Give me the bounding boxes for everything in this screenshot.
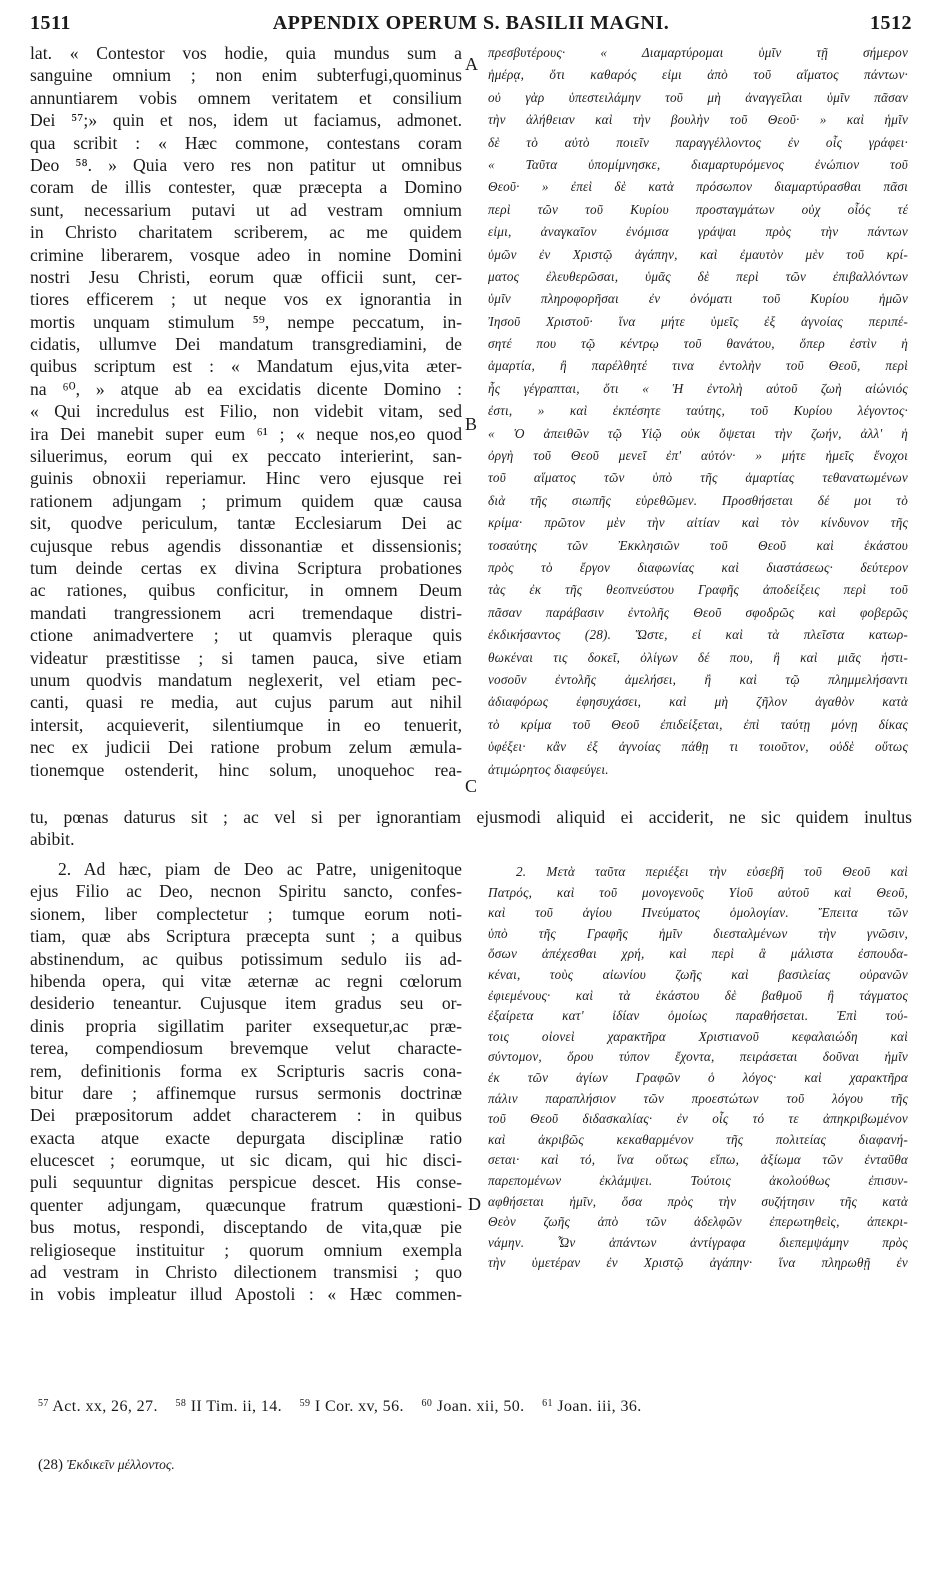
text-line: τὰς ἐκ τῆς θεοπνεύστου Γραφῆς ἀποδείξεις περὶ τοῦ: [488, 582, 908, 598]
text-line: δὲ τὸ αὐτὸ ποιεῖν παραγγέλλοντος ἐν οἷς γράφει·: [488, 134, 908, 150]
text-line: tum deinde certas ex divina Scriptura probationes: [30, 557, 462, 578]
running-title: APPENDIX OPERUM S. BASILII MAGNI.: [272, 12, 670, 34]
text-line: annuntiarem vobis omnem veritatem et consilium: [30, 87, 462, 108]
text-line: exacta atque exacte depurgata disciplinæ ratio: [30, 1127, 462, 1148]
text-line: ἡμέρᾳ, ὅτι καθαρός εἰμι ἀπὸ τοῦ αἵματος πάντων·: [488, 67, 908, 83]
text-line: desiderio teneantur. Cujusque item gradus seu or-: [30, 993, 462, 1014]
text-line: hibenda opera, qui vitæ æternæ ac regni cœlorum: [30, 970, 462, 991]
text-line: nec ex judicii Dei ratione probum zelum æmula-: [30, 737, 462, 758]
text-line: παρεπομένων ἐκλάμψει. Τούτοις ἀκολούθως ἐπισυν-: [488, 1172, 908, 1188]
text-line: videatur præstitisse ; si tamen pauca, sive etiam: [30, 647, 462, 668]
text-line: tiores efficerem ; ut neque vos ex ignorantia in: [30, 289, 462, 310]
text-line: πρεσβυτέρους· « Διαμαρτύρομαι ὑμῖν τῇ σήμερον: [488, 45, 908, 60]
text-line: rem, definitionis forma ex Scripturis sacris cona-: [30, 1060, 462, 1081]
page-number-right: 1512: [870, 12, 912, 34]
text-line: ὑμῖν πληροφορῆσαι ἐν ὀνόματι τοῦ Κυρίου ἡμῶν: [488, 291, 908, 307]
text-line: Πατρός, καὶ τοῦ μονογενοῦς Υἱοῦ αὐτοῦ καὶ Θεοῦ,: [488, 884, 908, 900]
footnotes: [38, 1398, 908, 1416]
text-line: bus motus, respondi, disceptando de vita,quæ pie: [30, 1217, 462, 1238]
margin-marker-c: C: [465, 776, 478, 796]
text-line: sanguine omnium ; non enim subterfugi,quominus: [30, 65, 462, 86]
text-line: ac rationes, quibus conficitur, in omnem Deum: [30, 580, 462, 601]
text-line: σύντομον, ὅρου τύπον ἔχοντα, πειράσεται δοῦναι ἡμῖν: [488, 1049, 908, 1065]
footnote: $^{57}$ Act. xx, 26, 27.: [38, 1398, 158, 1415]
footnote: $^{59}$ I Cor. xv, 56.: [299, 1398, 404, 1415]
greek-footnote: [38, 1457, 175, 1474]
page-header: [30, 12, 912, 38]
text-line: ἐκ τῶν ἁγίων Γραφῶν ὁ λόγος· καὶ χαρακτῆρα: [488, 1069, 908, 1085]
text-line: abibit.: [30, 829, 75, 850]
text-line: canti, quasi re media, aut cujus parum aut nihil: [30, 692, 462, 713]
text-line: ctione animadvertere ; ut quamvis pleraque quis: [30, 625, 462, 646]
text-line: sionem, liber complectetur ; tumque eorum noti-: [30, 903, 462, 924]
text-line: ἐξαίρετα κατ' ἰδίαν ὁμοίως παραθήσεται. Ἐπὶ τού-: [488, 1008, 908, 1024]
text-line: ὑφέξει· κἂν ἐξ ἀγνοίας πάθῃ τι τοιοῦτον, οὐδὲ οὕτως: [488, 739, 908, 755]
text-line: in vobis impleatur illud Apostoli : « Hæc commen-: [30, 1284, 462, 1305]
text-line: elucescet ; eorumque, ut sic dicam, qui hic disci-: [30, 1150, 462, 1171]
text-line: « Ὁ ἀπειθῶν τῷ Υἱῷ οὐκ ὄψεται τὴν ζωήν, ἀλλ' ἡ: [488, 425, 908, 441]
text-line: κρίμα· πρῶτον μὲν τὴν αἰτίαν καὶ τὸν κίνδυνον τῆς: [488, 515, 908, 531]
text-line: καὶ τοῦ ἁγίου Πνεύματος ὁμολογίαν. Ἔπειτα τῶν: [488, 905, 908, 921]
text-line: τοῦ αἵματος τῶν ὑπὸ τῆς ἁμαρτίας τεθανατωμένων: [488, 470, 908, 486]
footnote: $^{60}$ Joan. xii, 50.: [421, 1398, 525, 1415]
text-line: quibus scriptum est : « Mandatum ejus,vita æter-: [30, 356, 462, 377]
text-line: cujusque rebus agendis dissonantiæ et dissensionis;: [30, 535, 462, 556]
text-line: tu, pœnas daturus sit ; ac vel si per ignorantiam ejusmodi aliquid ei acciderit, ne sic quidem inultus: [30, 807, 912, 827]
text-line: νάμην. Ὧν ἁπάντων ἀντίγραφα διεπεμψάμην πρὸς: [488, 1234, 908, 1250]
text-line: bitur dare ; affinemque rursus sermonis doctrinæ: [30, 1082, 462, 1103]
text-line: διὰ τῆς σιωπῆς εὑρεθῶμεν. Προσθήσεται δέ μοι τὸ: [488, 492, 908, 508]
text-line: quenter adjungam, quæcunque fratrum quæstioni-: [30, 1194, 462, 1215]
text-line: ἧς γέγραπται, ὅτι « Ἡ ἐντολὴ αὐτοῦ ζωὴ αἰώνιός: [488, 380, 908, 396]
text-line: 2. Μετὰ ταῦτα περιέξει τὴν εὐσεβῆ τοῦ Θεοῦ καὶ: [516, 864, 908, 879]
text-line: ὑμῶν ἐν Χριστῷ ἀγάπην, καὶ ἐμαυτὸν μὲν τοῦ κρί-: [488, 246, 908, 262]
text-line: tiam, quæ abs Scriptura præcepta sunt ; a quibus: [30, 926, 462, 947]
text-line: αφθήσεται ἡμῖν, ὅσα πρὸς τὴν συζήτησιν τῆς κατὰ: [488, 1193, 908, 1209]
text-line: Deo ⁵⁸. » Quia vero res non patitur ut omnibus: [30, 154, 462, 175]
text-line: mandati trangressionem acri tremendaque distri-: [30, 602, 462, 623]
text-line: puli sequuntur dignitas perspicue descet. His conse-: [30, 1172, 462, 1193]
text-line: nostri Jesu Christi, eorum quæ officii sunt, cer-: [30, 266, 462, 287]
greek-footnote-text: Ἐκδικεῖν μέλλοντος.: [66, 1457, 175, 1472]
text-line: Θεοῦ· » ἐπεὶ δὲ κατὰ πρόσωπον διαμαρτύρασθαι πᾶσι: [488, 179, 908, 195]
text-line: ira Dei manebit super eum ⁶¹ ; « neque nos,eo quod: [30, 423, 462, 444]
text-line: ad vestram in Christo dilectionem transmisi ; quo: [30, 1262, 462, 1283]
text-line: ἁμαρτία, ἢ παρέλθητέ τινα ἐντολὴν τοῦ Θεοῦ, περὶ: [488, 358, 908, 374]
latin-column-bottom: [30, 858, 462, 1372]
text-line: θωκέναι τις δοκεῖ, ὀλίγων δέ που, ἢ καὶ μιᾶς ἡστι-: [488, 649, 908, 665]
text-line: σεται· καὶ τό, ἵνα οὕτως εἴπω, ἀξίωμα τῶν ἐνταῦθα: [488, 1152, 908, 1168]
margin-marker-d: D: [468, 1194, 481, 1214]
text-line: na ⁶⁰, » atque ab ea excidatis dicente Domino :: [30, 378, 462, 399]
latin-column-top: [30, 42, 462, 804]
text-line: ἀδιαφόρως ἐφησυχάσει, καὶ μὴ ζῆλον ἀγαθὸν κατὰ: [488, 694, 908, 710]
text-line: τὴν ὑμετέραν ἐν Χριστῷ ἀγάπην· ἵνα πληρωθῇ ἐν: [488, 1255, 908, 1271]
margin-marker-b: B: [465, 414, 478, 434]
text-line: Dei præpositorum addet characterem : in quibus: [30, 1105, 462, 1126]
text-line: πάλιν παραπλήσιον τῶν προεστώτων τοῦ λόγου τῆς: [488, 1090, 908, 1106]
text-line: πρὸς τὸ ἔργον διαφωνίας καὶ διαστάσεως· δεύτερον: [488, 559, 908, 575]
text-line: τοῦ Θεοῦ διδασκαλίας· ἐν οἷς τό τε ἀπηκριβωμένον: [488, 1111, 908, 1127]
text-line: dinis propria sigillatim pariter exsequetur,ac præ-: [30, 1015, 462, 1036]
text-line: abstinendum, ac quibus potissimum sedulo iis ad-: [30, 948, 462, 969]
text-line: ejus Filio ac Deo, necnon Spiritu sancto, confes-: [30, 881, 462, 902]
text-line: mortis unquam stimulum ⁵⁹, nempe peccatum, in-: [30, 311, 462, 332]
text-line: coram de illis contester, quæ præcepta a Domino: [30, 177, 462, 198]
text-line: ματος ἐλευθερῶσαι, ὑμᾶς δὲ περὶ τῶν ἐπιβαλλόντων: [488, 268, 908, 284]
footnote: $^{61}$ Joan. iii, 36.: [542, 1398, 642, 1415]
margin-marker-a: A: [465, 54, 478, 74]
text-line: Θεὸν ζωῆς ἀπὸ τῶν ἀδελφῶν ἐπερωτηθεὶς, ἀπεκρι-: [488, 1214, 908, 1230]
text-line: σητέ που τῷ κέντρῳ τοῦ θανάτου, ὅπερ ἐστὶν ἡ: [488, 336, 908, 352]
latin-full-width-lines: [30, 806, 912, 856]
text-line: ἀτιμώρητος διαφεύγει.: [488, 761, 609, 777]
text-line: ὅσων ἀπέχεσθαι χρή, καὶ περὶ ἃ μάλιστα ἐσπουδα-: [488, 946, 908, 962]
text-line: cidatis, ullumve Dei mandatum transgrediamini, de: [30, 334, 462, 355]
text-line: τὸ κρίμα τοῦ Θεοῦ ἐπιδείξεται, ἐπὶ ταύτῃ μόνῃ δίκας: [488, 716, 908, 732]
text-line: τοις οἱονεὶ χαρακτῆρα Χριστιανοῦ κεφαλαιώδη καὶ: [488, 1028, 908, 1044]
text-line: qua scribit : « Hæc commone, contestans coram: [30, 132, 462, 153]
text-line: τὴν ἀλήθειαν καὶ τὴν βουλὴν τοῦ Θεοῦ· » καὶ ἡμῖν: [488, 112, 908, 128]
page-number-left: 1511: [30, 12, 71, 34]
text-line: ὑπὸ τῆς Γραφῆς ἡμῖν διεσταλμένων τὴν γνῶσιν,: [488, 925, 908, 941]
text-line: καὶ ἀκριβῶς κεκαθαρμένον τῆς πολιτείας διαφανή-: [488, 1131, 908, 1147]
text-line: in Christo charitatem scriberem, ac me quidem: [30, 222, 462, 243]
text-line: guinis obnoxii reperiamur. Hinc vero ejusque rei: [30, 468, 462, 489]
text-line: ἐφιεμένους· καὶ τὰ ἑκάστου δὲ βαθμοῦ ἢ τάγματος: [488, 987, 908, 1003]
text-line: Ἰησοῦ Χριστοῦ· ἵνα μήτε ὑμεῖς ἐξ ἀγνοίας περιπέ-: [488, 313, 908, 329]
text-line: πᾶσαν παράβασιν ἐντολῆς Θεοῦ σφοδρῶς καὶ φοβερῶς: [488, 604, 908, 620]
text-line: terea, compendiosum brevemque velut characte-: [30, 1038, 462, 1059]
footnote: $^{58}$ II Tim. ii, 14.: [175, 1398, 283, 1415]
text-line: οὐ γὰρ ὑπεστειλάμην τοῦ μὴ ἀναγγεῖλαι ὑμῖν πᾶσαν: [488, 89, 908, 105]
text-line: ἐκδικήσαντος (28). Ὥστε, εἰ καὶ τὰ πλεῖστα κατωρ-: [488, 627, 908, 643]
text-line: 2. Ad hæc, piam de Deo ac Patre, unigenitoque: [58, 859, 462, 879]
text-line: κέναι, τοὺς αἰωνίου ζωῆς καὶ βασιλείας οὐρανῶν: [488, 966, 908, 982]
text-line: ἐστι, » καὶ ἐκπέσητε ταύτης, τοῦ Κυρίου λέγοντος·: [488, 403, 908, 419]
greek-column-bottom: [488, 862, 908, 1372]
text-line: religioseque instituitur ; quorum omnium exempla: [30, 1239, 462, 1260]
text-line: « Qui incredulus est Filio, non videbit vitam, sed: [30, 401, 462, 422]
text-line: sit, quodve periculum, tantæ Ecclesiarum Dei ac: [30, 513, 462, 534]
text-line: Dei ⁵⁷;» quin et nos, idem ut faciamus, admonet.: [30, 110, 462, 131]
greek-column-top: [488, 42, 908, 804]
text-line: τοσαύτης τῶν Ἐκκλησιῶν τοῦ Θεοῦ καὶ ἑκάστου: [488, 537, 908, 553]
text-line: crimine liberarem, vosque adeo in nomine Domini: [30, 244, 462, 265]
text-line: lat. « Contestor vos hodie, quia mundus sum a: [30, 43, 462, 63]
text-line: νοσοῦν ἐντολῆς ἀμελήσει, ἢ καὶ τῷ πλημμελήσαντι: [488, 671, 908, 687]
text-line: εἰμι, ἀναγκαῖον ἐνόμισα γράψαι πρὸς τὴν πάντων: [488, 224, 908, 240]
text-line: siluerimus, eorum qui ex peccato interierint, san-: [30, 446, 462, 467]
text-line: περὶ τῶν τοῦ Κυρίου προσταγμάτων οὐχ οἷός τέ: [488, 201, 908, 217]
text-line: rationem adjungam ; primum quidem quæ causa: [30, 490, 462, 511]
text-line: ὀργὴ τοῦ Θεοῦ μενεῖ ἐπ' αὐτόν· » μήτε ἡμεῖς ἔνοχοι: [488, 448, 908, 464]
greek-footnote-label: (28): [38, 1457, 63, 1473]
text-line: intersit, acquieverit, silentiumque in eo tenuerit,: [30, 714, 462, 735]
text-line: sunt, necessarium putavi ut ad vestram omnium: [30, 199, 462, 220]
text-line: tionemque ostenderit, hinc solum, unoquehoc rea-: [30, 759, 462, 780]
text-line: unum quodvis mandatum neglexerit, vel etiam pec-: [30, 669, 462, 690]
text-line: « Ταῦτα ὑπομίμνησκε, διαμαρτυρόμενος ἐνώπιον τοῦ: [488, 156, 908, 172]
